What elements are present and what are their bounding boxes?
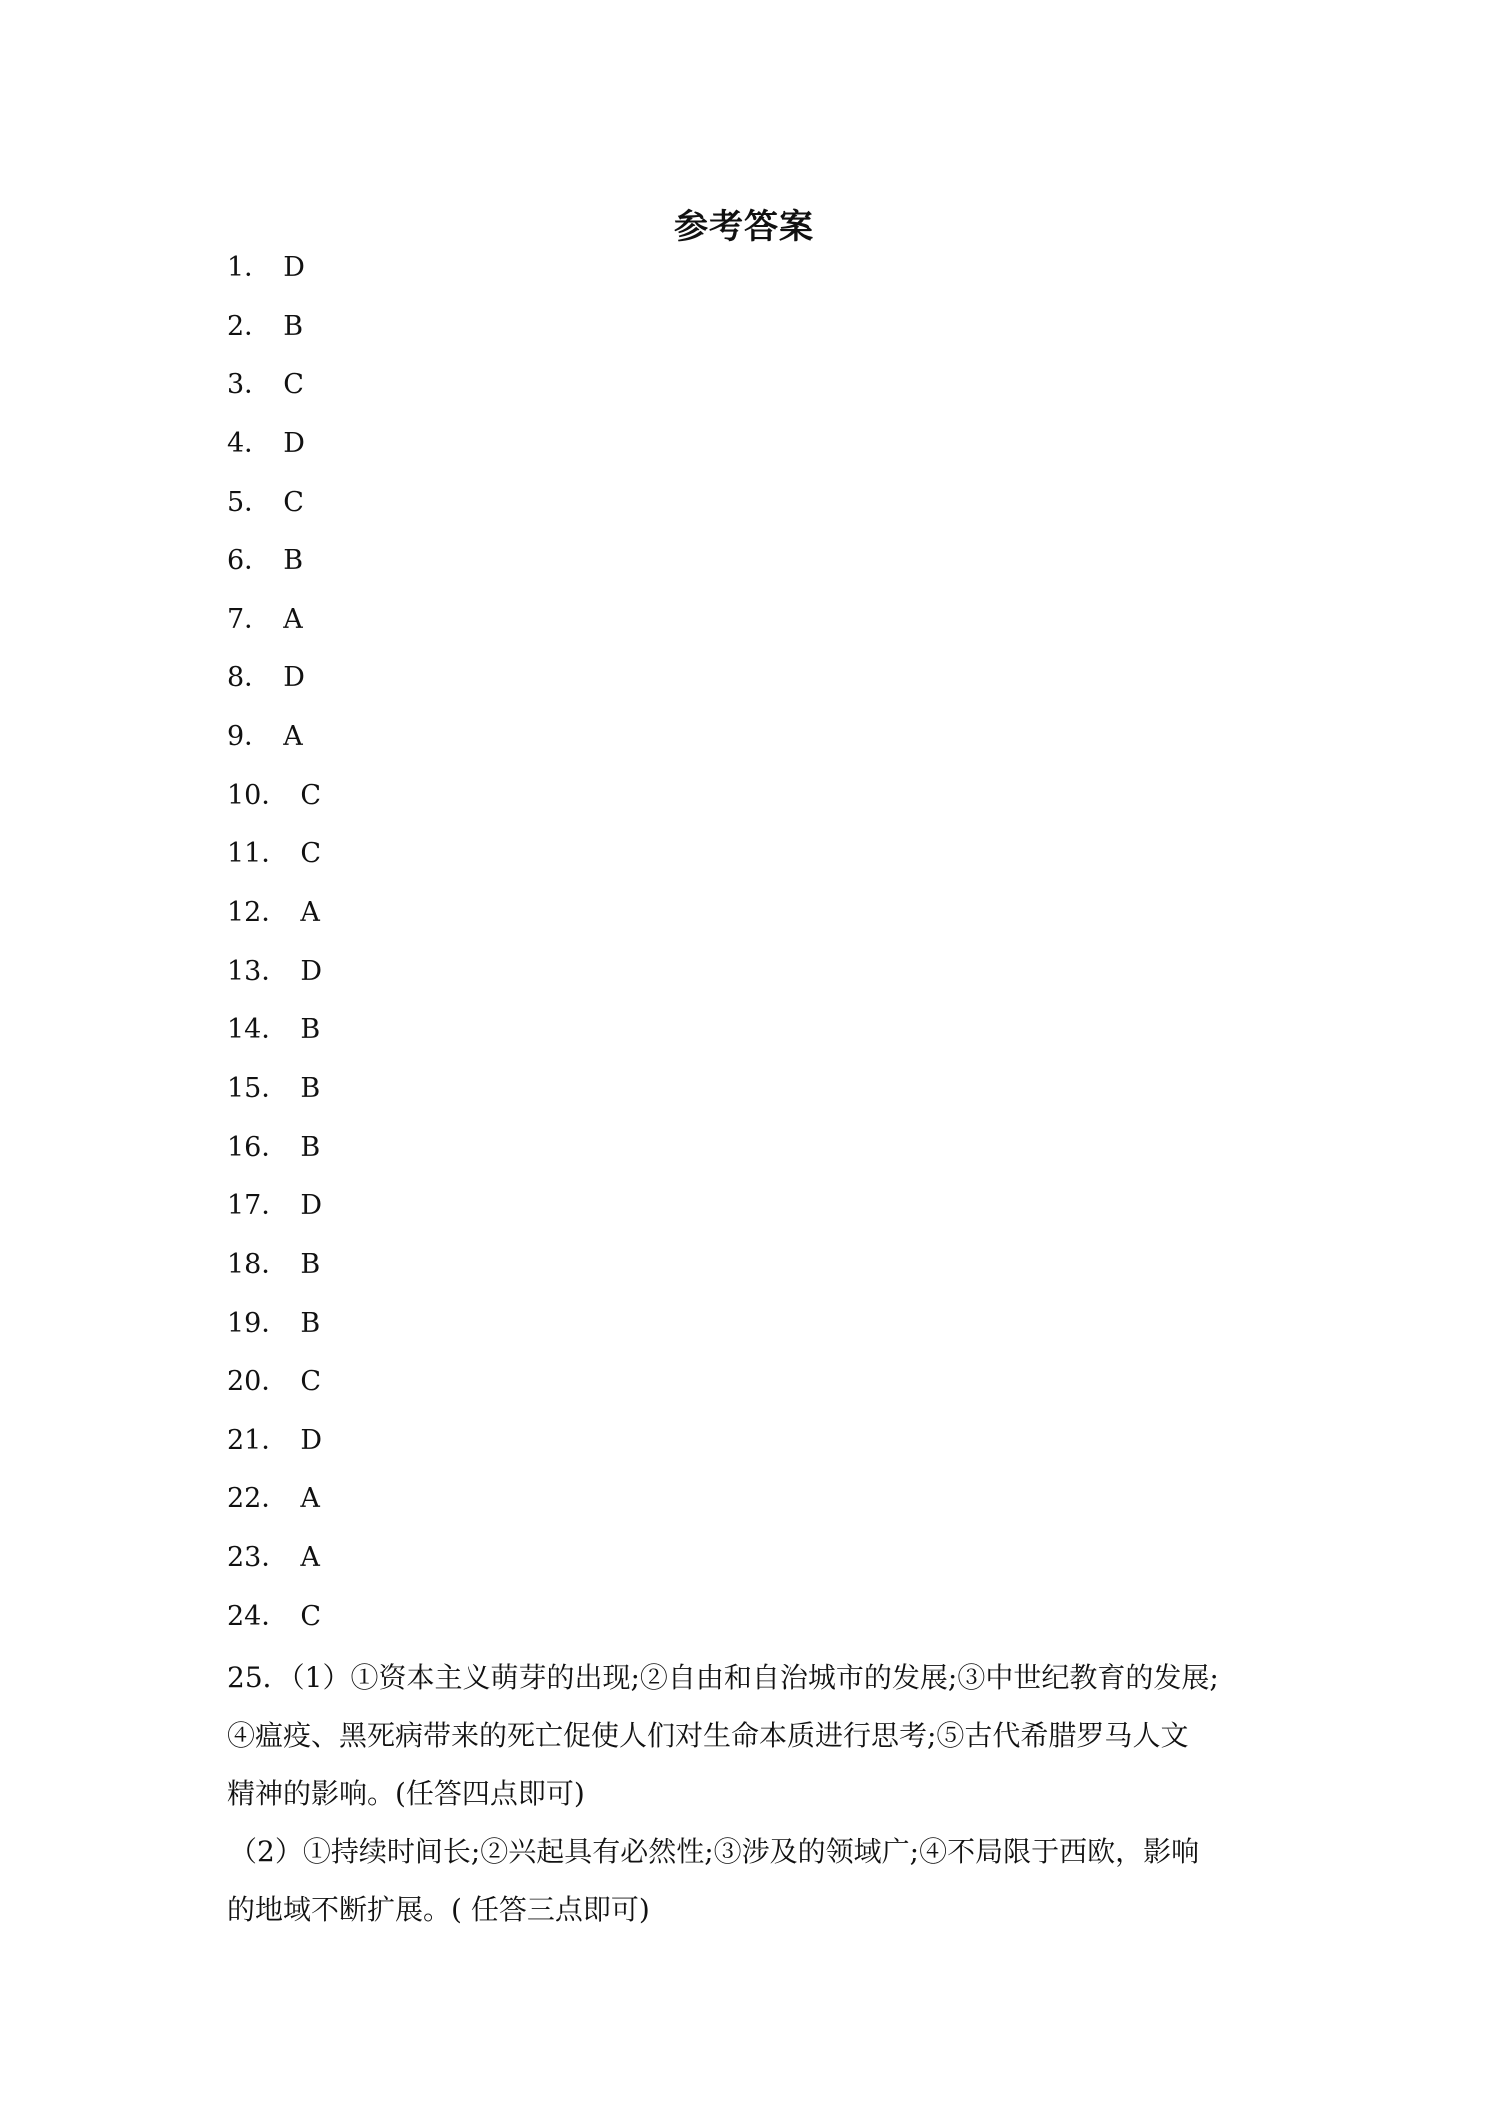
- answer-choice: B: [300, 1307, 321, 1339]
- answer-choice: D: [300, 1190, 323, 1222]
- answer-choice: C: [283, 369, 304, 401]
- question-number: 7．: [227, 603, 272, 635]
- answer-item: [227, 1128, 322, 1187]
- question-number: 1．: [227, 252, 272, 283]
- question-number: 8．: [227, 662, 272, 694]
- question-number: 3．: [227, 369, 272, 401]
- question-number: 11．: [227, 838, 289, 870]
- question-number: 15．: [227, 1072, 289, 1104]
- question-number: 6．: [227, 545, 272, 577]
- answer-choice: C: [283, 486, 304, 518]
- answer-item: [227, 1186, 322, 1245]
- essay-line: 25．（1）①资本主义萌芽的出现;②自由和自治城市的发展;③中世纪教育的发展;: [227, 1661, 1219, 1694]
- answer-item: [227, 893, 322, 952]
- answer-item: [227, 1538, 322, 1597]
- question-number: 16．: [227, 1131, 289, 1163]
- answer-choice: D: [283, 252, 305, 283]
- answer-choice: B: [300, 1131, 321, 1163]
- question-number: 13．: [227, 955, 289, 987]
- answer-choice: B: [283, 310, 304, 342]
- answer-item: [227, 1069, 322, 1128]
- answer-item: [227, 834, 322, 893]
- answer-choice: A: [300, 897, 320, 929]
- page-title: 参考答案: [674, 206, 814, 247]
- answer-choice: C: [300, 838, 322, 870]
- answer-choice: B: [300, 1014, 321, 1046]
- answer-choice: B: [283, 545, 304, 577]
- answer-item: [227, 658, 322, 717]
- question-number: 23．: [227, 1542, 289, 1574]
- question-number: 22．: [227, 1483, 289, 1515]
- question-number: 9．: [227, 721, 272, 753]
- answer-item: [227, 1362, 322, 1421]
- essay-answer: [227, 1649, 1267, 1939]
- answer-choice: A: [283, 721, 303, 753]
- answer-item: [227, 1421, 322, 1480]
- answer-item: [227, 952, 322, 1011]
- answer-item: [227, 717, 322, 776]
- question-number: 4．: [227, 427, 272, 459]
- answer-item: [227, 1479, 322, 1538]
- answer-item: [227, 483, 322, 542]
- question-number: 21．: [227, 1424, 289, 1456]
- answer-choice: C: [300, 1600, 322, 1632]
- answer-item: [227, 1597, 322, 1656]
- essay-line: （2）①持续时间长;②兴起具有必然性;③涉及的领域广;④不局限于西欧，影响: [229, 1835, 1200, 1868]
- answer-choice: C: [300, 779, 322, 811]
- answer-item: [227, 248, 322, 307]
- answer-choice: A: [283, 603, 303, 635]
- essay-line: 的地域不断扩展。( 任答三点即可): [227, 1893, 650, 1926]
- answer-choice: D: [283, 662, 305, 694]
- question-number: 17．: [227, 1190, 289, 1222]
- essay-line: 精神的影响。(任答四点即可): [227, 1777, 585, 1810]
- answer-choice: A: [300, 1542, 320, 1574]
- answer-item: [227, 541, 322, 600]
- answer-choice: D: [283, 427, 305, 459]
- answer-choice: D: [300, 1424, 323, 1456]
- answer-list: [227, 248, 322, 1655]
- answer-item: [227, 365, 322, 424]
- question-number: 20．: [227, 1366, 289, 1398]
- question-number: 5．: [227, 486, 272, 518]
- question-number: 12．: [227, 897, 289, 929]
- question-number: 24．: [227, 1600, 289, 1632]
- answer-choice: A: [300, 1483, 320, 1515]
- question-number: 18．: [227, 1248, 289, 1280]
- answer-item: [227, 600, 322, 659]
- answer-choice: D: [300, 955, 323, 987]
- answer-item: [227, 307, 322, 366]
- answer-choice: B: [300, 1248, 321, 1280]
- answer-choice: B: [300, 1072, 321, 1104]
- answer-item: [227, 1010, 322, 1069]
- answer-item: [227, 776, 322, 835]
- answer-item: [227, 424, 322, 483]
- question-number: 19．: [227, 1307, 289, 1339]
- question-number: 2．: [227, 310, 272, 342]
- answer-item: [227, 1304, 322, 1363]
- answer-choice: C: [300, 1366, 322, 1398]
- essay-line: ④瘟疫、黑死病带来的死亡促使人们对生命本质进行思考;⑤古代希腊罗马人文: [227, 1719, 1189, 1752]
- question-number: 14．: [227, 1014, 289, 1046]
- answer-item: [227, 1245, 322, 1304]
- question-number: 10．: [227, 779, 289, 811]
